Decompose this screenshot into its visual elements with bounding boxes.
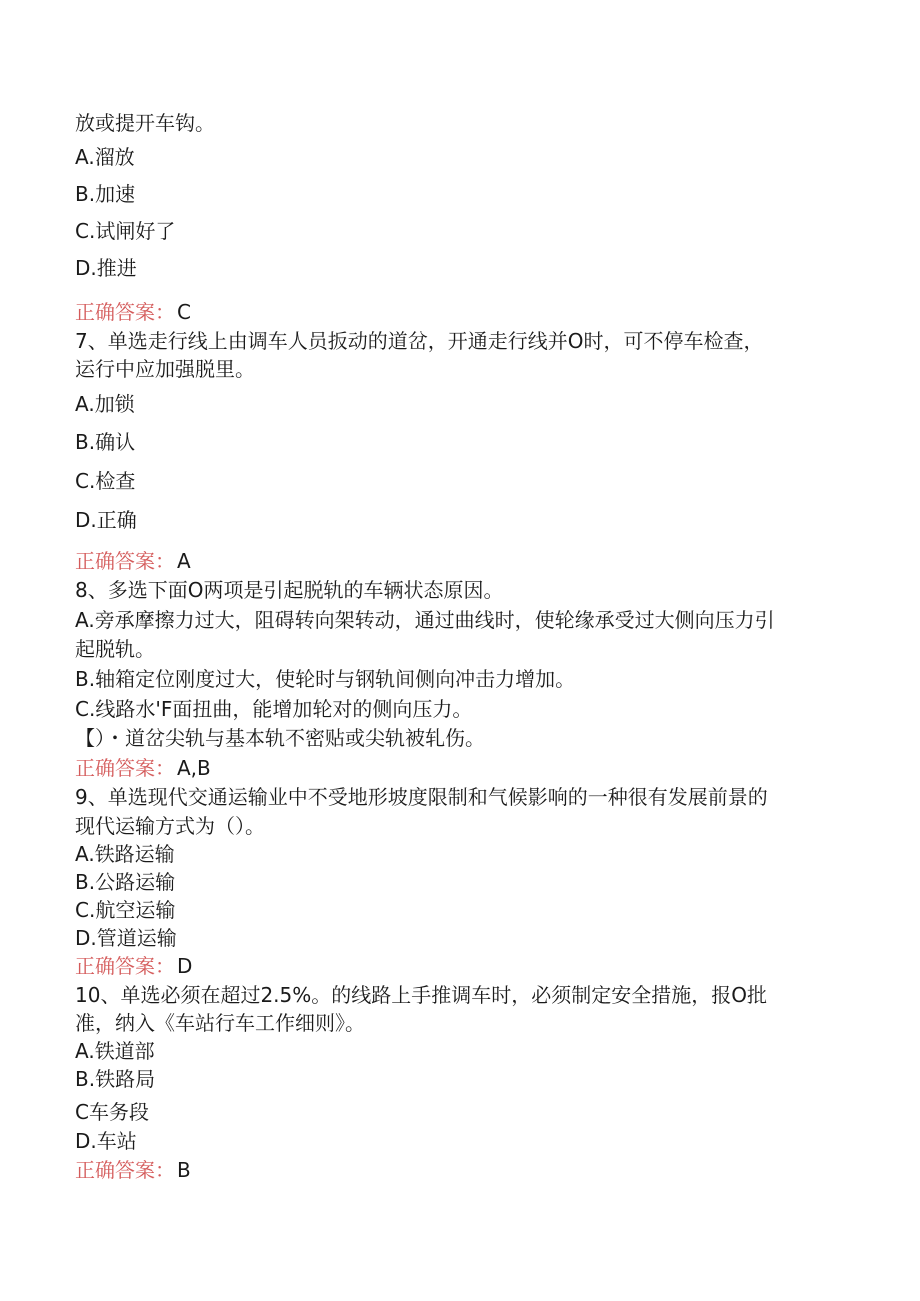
question-9-stem-line-2: 现代运输方式为（）。	[75, 814, 265, 838]
question-6-option-b: B.加速	[75, 182, 136, 206]
question-10-stem-line-1: 10、单选必须在超过2.5%。的线路上手推调车时，必须制定安全措施，报O批	[75, 983, 768, 1007]
question-9-option-c: C.航空运输	[75, 898, 176, 922]
answer-label: 正确答案：	[75, 1158, 175, 1182]
question-10-option-b: B.铁路局	[75, 1067, 156, 1091]
question-8-option-a-line-2: 起脱轨。	[75, 637, 155, 661]
question-8-option-d: 【）・道岔尖轨与基本轨不密贴或尖轨被轧伤。	[75, 726, 485, 750]
question-9-answer	[75, 954, 192, 978]
question-7-option-d: D.正确	[75, 508, 137, 532]
question-6-stem: 放或提开车钩。	[75, 111, 215, 135]
answer-label: 正确答案：	[75, 954, 175, 978]
question-10-stem-line-2: 准，纳入《车站行车工作细则》。	[75, 1011, 365, 1035]
answer-value: A	[177, 549, 191, 573]
question-6-option-a: A.溜放	[75, 145, 135, 169]
question-8-option-c: C.线路水'F面扭曲，能增加轮对的侧向压力。	[75, 697, 473, 721]
answer-value: C	[177, 300, 191, 324]
question-7-stem-line-2: 运行中应加强脱里。	[75, 357, 255, 381]
question-8-answer	[75, 756, 211, 780]
answer-value: A,B	[177, 756, 211, 780]
question-8-option-b: B.轴箱定位刚度过大，使轮时与钢轨间侧向冲击力增加。	[75, 667, 576, 691]
question-10-answer	[75, 1158, 191, 1182]
question-8-option-a-line-1: A.旁承摩擦力过大，阻碍转向架转动，通过曲线时，使轮缘承受过大侧向压力引	[75, 608, 775, 632]
question-7-option-b: B.确认	[75, 430, 136, 454]
question-9-stem-line-1: 9、单选现代交通运输业中不受地形坡度限制和气候影响的一种很有发展前景的	[75, 785, 768, 809]
answer-label: 正确答案：	[75, 549, 175, 573]
question-9-option-d: D.管道运输	[75, 926, 177, 950]
question-6-option-d: D.推进	[75, 256, 137, 280]
question-10-option-d: D.车站	[75, 1129, 137, 1153]
answer-label: 正确答案：	[75, 300, 175, 324]
question-7-option-c: C.检查	[75, 469, 136, 493]
question-8-stem: 8、多选下面O两项是引起脱轨的车辆状态原因。	[75, 578, 504, 602]
answer-value: B	[177, 1158, 191, 1182]
question-6-answer	[75, 300, 191, 324]
answer-value: D	[177, 954, 193, 978]
question-7-answer	[75, 549, 191, 573]
question-7-option-a: A.加锁	[75, 392, 135, 416]
question-10-option-a: A.铁道部	[75, 1039, 155, 1063]
question-6-option-c: C.试闸好了	[75, 219, 176, 243]
question-9-option-a: A.铁路运输	[75, 842, 175, 866]
question-9-option-b: B.公路运输	[75, 870, 176, 894]
question-10-option-c: C车务段	[75, 1100, 149, 1124]
answer-label: 正确答案：	[75, 756, 175, 780]
question-7-stem-line-1: 7、单选走行线上由调车人员扳动的道岔，开通走行线并O时，可不停车检查，	[75, 329, 764, 353]
